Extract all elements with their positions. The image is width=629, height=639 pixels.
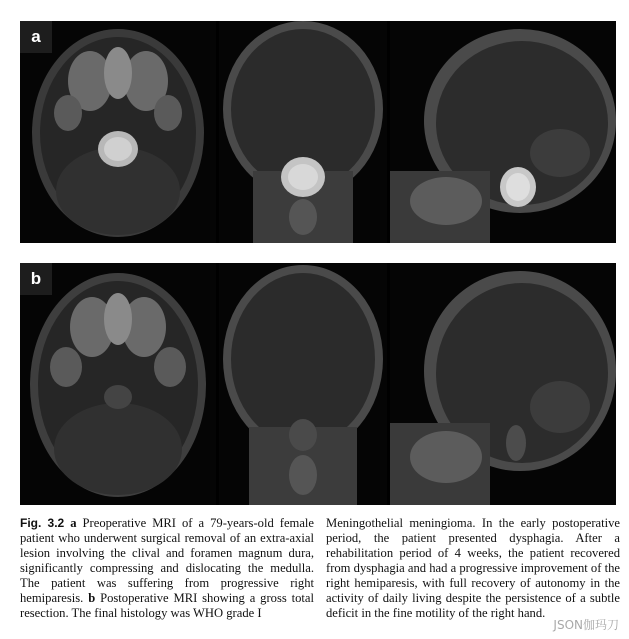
caption-text-a: Preoperative MRI of a 79-years-old female patient who underwent surgical removal of an extra-axial lesion involving the clival and foramen magnum dura, significantly compressing and dislocating the medulla. The patient was suffering from progressive right hemiparesis. <box>20 516 315 605</box>
caption-text-b: Postoperative MRI showing a gross total resection. The final histology was WHO grade I <box>20 591 314 620</box>
coronal-mri-postop <box>219 263 387 505</box>
watermark: JSON伽玛刀 <box>553 618 619 632</box>
caption-marker-a: a <box>70 516 77 530</box>
caption-text-continued: Meningothelial meningioma. In the early postoperative period, the patient presented dysphagia. After a rehabilitation period of 4 weeks, the patient recovered from dysphagia and had a progressive improvement of the right hemiparesis, with full recovery of autonomy in the activity of daily living despite the persistence of a subtle deficit in the fine motility of the right hand. <box>326 516 620 620</box>
figure-label: Fig. 3.2 <box>20 516 65 530</box>
mri-row-b <box>20 263 616 505</box>
caption-left-column <box>20 516 314 621</box>
axial-mri-preop <box>20 21 216 243</box>
sagittal-mri-preop <box>390 21 616 243</box>
panel-label-a: a <box>20 21 52 53</box>
mri-row-a <box>20 21 616 243</box>
caption-marker-b: b <box>88 591 96 605</box>
axial-mri-postop <box>20 263 216 505</box>
panel-label-b: b <box>20 263 52 295</box>
caption-right-column <box>326 516 620 621</box>
sagittal-mri-postop <box>390 263 616 505</box>
coronal-mri-preop <box>219 21 387 243</box>
